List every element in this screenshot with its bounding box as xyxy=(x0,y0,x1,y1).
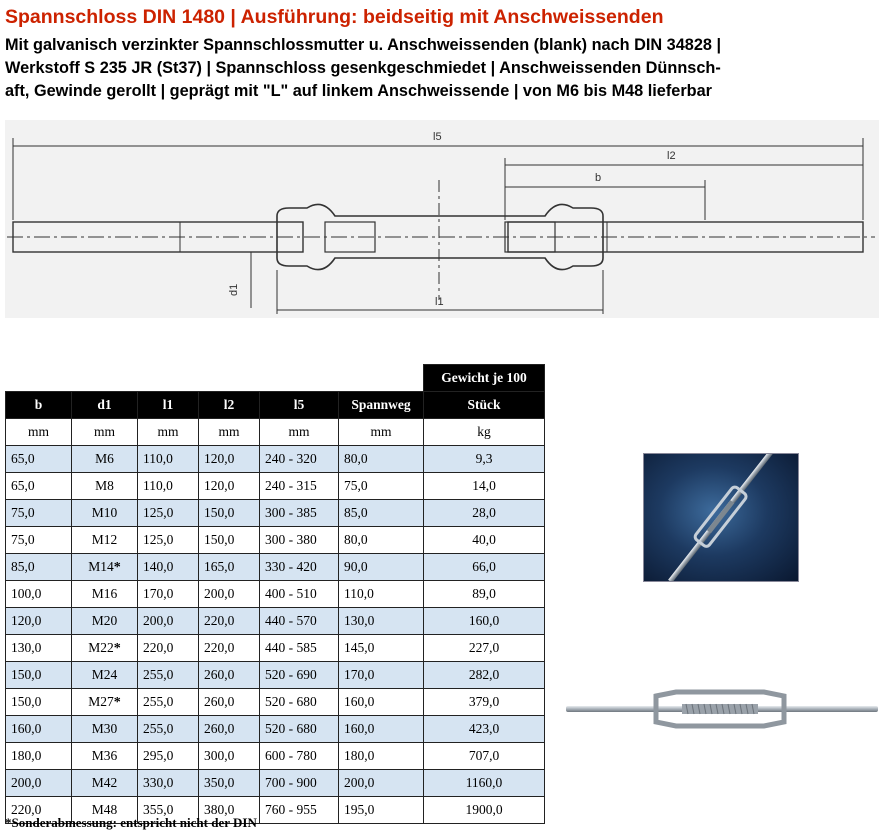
unit-cell: mm xyxy=(199,419,260,446)
cell-l5: 440 - 570 xyxy=(260,608,339,635)
cell-d1 xyxy=(72,689,138,716)
cell-b: 180,0 xyxy=(6,743,72,770)
cell-spannweg: 145,0 xyxy=(339,635,424,662)
cell-l2: 150,0 xyxy=(199,500,260,527)
cell-b: 150,0 xyxy=(6,689,72,716)
header-l5: l5 xyxy=(260,392,339,419)
cell-l1: 200,0 xyxy=(138,608,199,635)
cell-gewicht: 707,0 xyxy=(424,743,545,770)
table-row xyxy=(6,662,545,689)
description-line: Mit galvanisch verzinkter Spannschlossmutter u. Anschweissenden (blank) nach DIN 34828 | xyxy=(5,36,722,54)
cell-spannweg: 170,0 xyxy=(339,662,424,689)
cell-gewicht: 14,0 xyxy=(424,473,545,500)
cell-spannweg: 200,0 xyxy=(339,770,424,797)
header-spannweg: Spannweg xyxy=(339,392,424,419)
cell-value: M20 xyxy=(91,613,118,628)
cell-l2: 260,0 xyxy=(199,662,260,689)
cell-spannweg: 180,0 xyxy=(339,743,424,770)
cell-l1: 140,0 xyxy=(138,554,199,581)
cell-value: M22 xyxy=(88,639,114,655)
cell-l2: 220,0 xyxy=(199,635,260,662)
cell-l5: 700 - 900 xyxy=(260,770,339,797)
header-l1: l1 xyxy=(138,392,199,419)
cell-value: M14 xyxy=(88,558,114,574)
cell-b: 150,0 xyxy=(6,662,72,689)
cell-spannweg: 80,0 xyxy=(339,446,424,473)
cell-gewicht: 379,0 xyxy=(424,689,545,716)
cell-b: 130,0 xyxy=(6,635,72,662)
header-l2: l2 xyxy=(199,392,260,419)
table-row xyxy=(6,554,545,581)
cell-b: 200,0 xyxy=(6,770,72,797)
cell-l1: 295,0 xyxy=(138,743,199,770)
product-description xyxy=(5,34,883,103)
special-size-marker: * xyxy=(113,694,121,710)
cell-l5: 520 - 680 xyxy=(260,716,339,743)
table-row xyxy=(6,635,545,662)
cell-d1 xyxy=(72,635,138,662)
cell-b: 75,0 xyxy=(6,500,72,527)
cell-value: M10 xyxy=(91,505,118,520)
cell-l5: 240 - 315 xyxy=(260,473,339,500)
cell-l1: 220,0 xyxy=(138,635,199,662)
header-b: b xyxy=(6,392,72,419)
cell-value: M8 xyxy=(95,478,114,493)
cell-gewicht: 423,0 xyxy=(424,716,545,743)
table-row xyxy=(6,527,545,554)
cell-l1: 330,0 xyxy=(138,770,199,797)
cell-spannweg: 160,0 xyxy=(339,689,424,716)
cell-l5: 760 - 955 xyxy=(260,797,339,824)
cell-l5: 400 - 510 xyxy=(260,581,339,608)
description-line: aft, Gewinde gerollt | geprägt mit "L" auf linkem Anschweissende | von M6 bis M48 lieferbar xyxy=(5,82,713,100)
cell-l1: 255,0 xyxy=(138,689,199,716)
cell-l1: 255,0 xyxy=(138,716,199,743)
cell-gewicht: 89,0 xyxy=(424,581,545,608)
cell-l1: 125,0 xyxy=(138,527,199,554)
unit-cell: mm xyxy=(138,419,199,446)
cell-l2: 220,0 xyxy=(199,608,260,635)
unit-cell: mm xyxy=(339,419,424,446)
cell-l5: 240 - 320 xyxy=(260,446,339,473)
product-photo-dark xyxy=(643,453,799,582)
turnbuckle-drawing-svg xyxy=(5,120,879,318)
cell-l2: 300,0 xyxy=(199,743,260,770)
cell-value: M6 xyxy=(95,451,114,466)
cell-value: M42 xyxy=(91,775,118,790)
cell-gewicht: 160,0 xyxy=(424,608,545,635)
header-d1: d1 xyxy=(72,392,138,419)
cell-d1 xyxy=(72,770,138,797)
cell-d1 xyxy=(72,716,138,743)
cell-d1 xyxy=(72,527,138,554)
label-d1: d1 xyxy=(228,283,240,296)
header-weight-line1: Gewicht je 100 xyxy=(424,365,545,392)
cell-l2: 350,0 xyxy=(199,770,260,797)
cell-gewicht: 1900,0 xyxy=(424,797,545,824)
table-row xyxy=(6,473,545,500)
cell-b: 85,0 xyxy=(6,554,72,581)
cell-gewicht: 28,0 xyxy=(424,500,545,527)
cell-l2: 200,0 xyxy=(199,581,260,608)
description-line: Werkstoff S 235 JR (St37) | Spannschloss gesenkgeschmiedet | Anschweissenden Dünnsch- xyxy=(5,59,721,77)
cell-l5: 300 - 385 xyxy=(260,500,339,527)
cell-l2: 165,0 xyxy=(199,554,260,581)
spec-table xyxy=(5,364,545,824)
cell-l5: 440 - 585 xyxy=(260,635,339,662)
cell-l1: 255,0 xyxy=(138,662,199,689)
cell-l1: 355,0 xyxy=(138,797,199,824)
special-size-marker: * xyxy=(113,640,121,656)
cell-b: 100,0 xyxy=(6,581,72,608)
cell-l2: 260,0 xyxy=(199,716,260,743)
cell-spannweg: 75,0 xyxy=(339,473,424,500)
cell-b: 65,0 xyxy=(6,446,72,473)
units-row xyxy=(6,419,545,446)
product-photo-light xyxy=(564,682,880,734)
cell-d1 xyxy=(72,446,138,473)
cell-l5: 330 - 420 xyxy=(260,554,339,581)
table-row xyxy=(6,770,545,797)
special-size-marker: * xyxy=(113,559,121,575)
cell-value: M48 xyxy=(91,802,118,817)
table-row xyxy=(6,689,545,716)
table-row xyxy=(6,446,545,473)
cell-value: M30 xyxy=(91,721,118,736)
cell-l2: 260,0 xyxy=(199,689,260,716)
cell-value: M24 xyxy=(91,667,118,682)
table-row xyxy=(6,716,545,743)
table-row xyxy=(6,743,545,770)
cell-spannweg: 85,0 xyxy=(339,500,424,527)
cell-spannweg: 80,0 xyxy=(339,527,424,554)
cell-spannweg: 110,0 xyxy=(339,581,424,608)
cell-gewicht: 40,0 xyxy=(424,527,545,554)
table-row xyxy=(6,608,545,635)
unit-cell: kg xyxy=(424,419,545,446)
unit-cell: mm xyxy=(72,419,138,446)
label-l5: l5 xyxy=(433,131,442,143)
cell-gewicht: 66,0 xyxy=(424,554,545,581)
cell-d1 xyxy=(72,581,138,608)
cell-value: M27 xyxy=(88,693,114,709)
cell-b: 120,0 xyxy=(6,608,72,635)
cell-l1: 110,0 xyxy=(138,446,199,473)
table-row xyxy=(6,500,545,527)
cell-value: M16 xyxy=(91,586,118,601)
cell-d1 xyxy=(72,662,138,689)
cell-gewicht: 9,3 xyxy=(424,446,545,473)
cell-gewicht: 282,0 xyxy=(424,662,545,689)
footnote: *Sonderabmessung: entspricht nicht der DIN xyxy=(5,815,257,830)
cell-l5: 520 - 690 xyxy=(260,662,339,689)
unit-cell: mm xyxy=(6,419,72,446)
cell-l2: 150,0 xyxy=(199,527,260,554)
cell-l2: 380,0 xyxy=(199,797,260,824)
label-b: b xyxy=(595,172,602,184)
cell-spannweg: 130,0 xyxy=(339,608,424,635)
label-l1: l1 xyxy=(435,296,444,308)
cell-d1 xyxy=(72,743,138,770)
cell-b: 75,0 xyxy=(6,527,72,554)
header-row xyxy=(6,392,545,419)
cell-l2: 120,0 xyxy=(199,473,260,500)
cell-d1 xyxy=(72,473,138,500)
cell-l5: 300 - 380 xyxy=(260,527,339,554)
unit-cell: mm xyxy=(260,419,339,446)
cell-l2: 120,0 xyxy=(199,446,260,473)
cell-value: M12 xyxy=(91,532,118,547)
label-l2: l2 xyxy=(667,150,676,162)
cell-spannweg: 160,0 xyxy=(339,716,424,743)
cell-l1: 110,0 xyxy=(138,473,199,500)
page-title: Spannschloss DIN 1480 | Ausführung: beidseitig mit Anschweissenden xyxy=(5,6,664,28)
cell-spannweg: 90,0 xyxy=(339,554,424,581)
cell-value: M36 xyxy=(91,748,118,763)
cell-gewicht: 227,0 xyxy=(424,635,545,662)
product-photo-dark-svg xyxy=(644,454,798,581)
cell-d1 xyxy=(72,500,138,527)
cell-b: 65,0 xyxy=(6,473,72,500)
cell-d1 xyxy=(72,554,138,581)
cell-l1: 125,0 xyxy=(138,500,199,527)
technical-drawing xyxy=(5,120,879,318)
header-weight-line2: Stück xyxy=(424,392,545,419)
cell-spannweg: 195,0 xyxy=(339,797,424,824)
cell-d1 xyxy=(72,608,138,635)
cell-l5: 520 - 680 xyxy=(260,689,339,716)
cell-l1: 170,0 xyxy=(138,581,199,608)
cell-l5: 600 - 780 xyxy=(260,743,339,770)
table-row xyxy=(6,581,545,608)
cell-b: 160,0 xyxy=(6,716,72,743)
cell-gewicht: 1160,0 xyxy=(424,770,545,797)
product-photo-light-svg xyxy=(564,682,880,734)
cell-b: 220,0 xyxy=(6,797,72,824)
